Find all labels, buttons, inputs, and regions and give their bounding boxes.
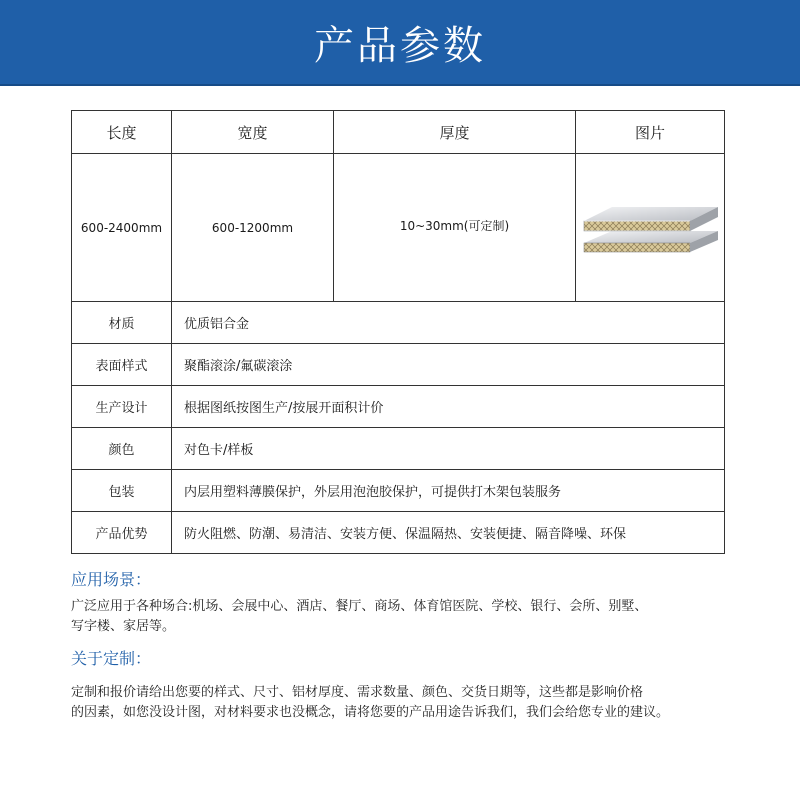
customization-line: 的因素，如您没设计图，对材料要求也没概念，请将您要的产品用途告诉我们，我们会给您专业的建议。 bbox=[71, 705, 670, 720]
product-image-cell bbox=[576, 154, 725, 302]
row-key: 颜色 bbox=[72, 428, 172, 470]
row-key: 表面样式 bbox=[72, 344, 172, 386]
row-value: 优质铝合金 bbox=[172, 302, 725, 344]
table-row bbox=[72, 302, 725, 344]
row-value: 对色卡/样板 bbox=[172, 428, 725, 470]
row-value: 根据图纸按图生产/按展开面积计价 bbox=[172, 386, 725, 428]
length-value: 600-2400mm bbox=[72, 154, 172, 302]
page-title: 产品参数 bbox=[314, 22, 486, 69]
header-banner bbox=[0, 0, 800, 86]
row-value: 聚酯滚涂/氟碳滚涂 bbox=[172, 344, 725, 386]
header-length: 长度 bbox=[72, 111, 172, 154]
row-value: 内层用塑料薄膜保护，外层用泡泡胶保护，可提供打木架包装服务 bbox=[172, 470, 725, 512]
table-row bbox=[72, 386, 725, 428]
application-line: 广泛应用于各种场合:机场、会展中心、酒店、餐厅、商场、体育馆医院、学校、银行、会所、别墅、 bbox=[71, 599, 648, 614]
customization-title: 关于定制： bbox=[71, 649, 152, 668]
table-row bbox=[72, 344, 725, 386]
dimensions-row bbox=[72, 154, 725, 302]
row-value: 防火阻燃、防潮、易清洁、安装方便、保温隔热、安装便捷、隔音降噪、环保 bbox=[172, 512, 725, 554]
table-header-row bbox=[72, 111, 725, 154]
application-title: 应用场景： bbox=[71, 570, 152, 589]
header-thickness: 厚度 bbox=[334, 111, 576, 154]
width-value: 600-1200mm bbox=[172, 154, 334, 302]
application-line: 写字楼、家居等。 bbox=[71, 619, 176, 634]
thickness-value: 10~30mm(可定制) bbox=[334, 154, 576, 302]
header-width: 宽度 bbox=[172, 111, 334, 154]
table-row bbox=[72, 428, 725, 470]
header-image: 图片 bbox=[576, 111, 725, 154]
spec-table bbox=[71, 110, 725, 554]
customization-text bbox=[71, 683, 771, 723]
row-key: 生产设计 bbox=[72, 386, 172, 428]
row-key: 包装 bbox=[72, 470, 172, 512]
table-row bbox=[72, 470, 725, 512]
customization-line: 定制和报价请给出您要的样式、尺寸、铝材厚度、需求数量、颜色、交货日期等，这些都是影响价格 bbox=[71, 685, 644, 700]
table-row bbox=[72, 512, 725, 554]
row-key: 产品优势 bbox=[72, 512, 172, 554]
row-key: 材质 bbox=[72, 302, 172, 344]
application-text bbox=[71, 597, 771, 637]
honeycomb-panel-image bbox=[580, 193, 720, 263]
